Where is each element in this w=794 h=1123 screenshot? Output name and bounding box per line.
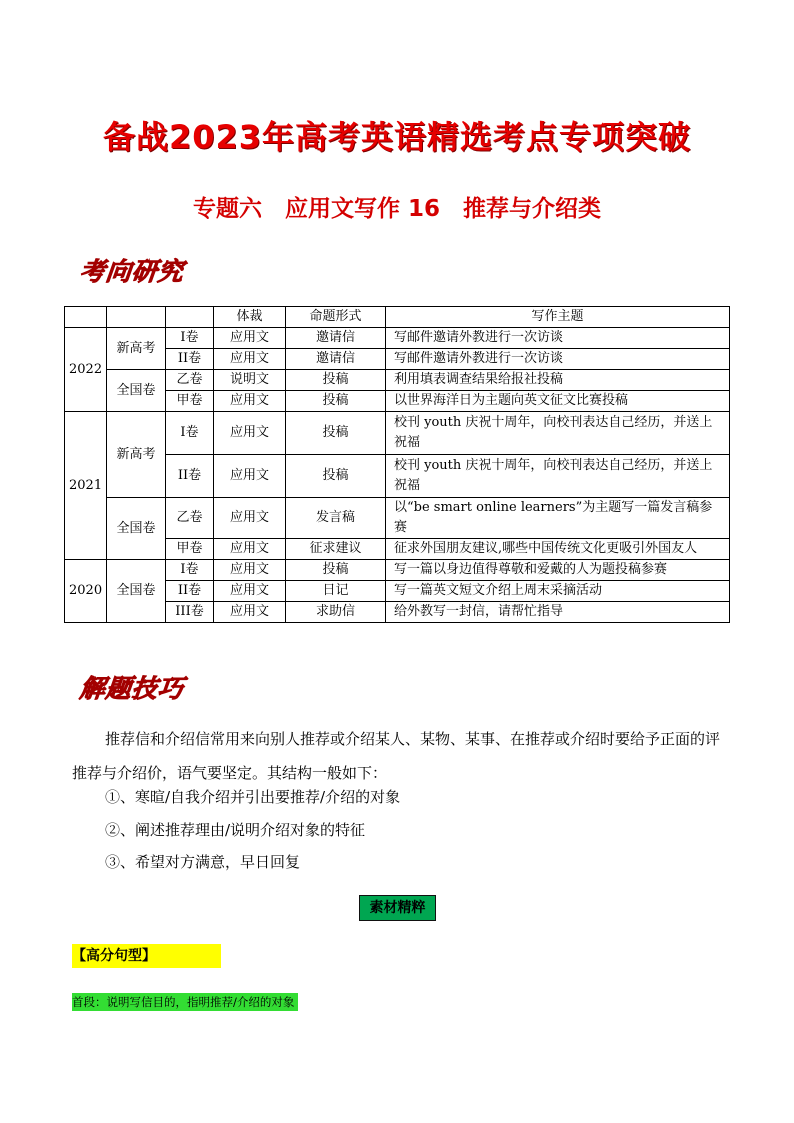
table-header-row — [65, 307, 730, 328]
format-cell: 投稿 — [286, 455, 386, 498]
sub-title: 专题六 应用文写作 16 推荐与介绍类 — [192, 196, 601, 222]
section-heading-research: 考向研究 — [78, 257, 186, 286]
topic-cell: 征求外国朋友建议,哪些中国传统文化更吸引外国友人 — [386, 539, 730, 560]
format-cell: 发言稿 — [286, 498, 386, 539]
topic-cell: 校刊 youth 庆祝十周年，向校刊表达自己经历，并送上祝福 — [386, 455, 730, 498]
genre-cell: 应用文 — [214, 498, 286, 539]
table-row — [65, 412, 730, 455]
topic-cell: 以“be smart online learners”为主题写一篇发言稿参赛 — [386, 498, 730, 539]
paper-cell: II卷 — [166, 349, 214, 370]
section-heading-techniques: 解题技巧 — [78, 674, 186, 703]
genre-cell: 应用文 — [214, 539, 286, 560]
main-title: 备战2023年高考英语精选考点专项突破 — [102, 118, 692, 156]
topic-cell: 写邮件邀请外教进行一次访谈 — [386, 349, 730, 370]
paper-cell: 甲卷 — [166, 391, 214, 412]
year-cell: 2021 — [65, 412, 107, 560]
topic-cell: 以世界海洋日为主题向英文征文比赛投稿 — [386, 391, 730, 412]
format-cell: 日记 — [286, 581, 386, 602]
topic-cell: 写一篇英文短文介绍上周末采摘活动 — [386, 581, 730, 602]
header-cell — [166, 307, 214, 328]
paper-cell: 甲卷 — [166, 539, 214, 560]
structure-step-1: ①、寒暄/自我介绍并引出要推荐/介绍的对象 — [105, 788, 401, 806]
topic-cell: 给外教写一封信，请帮忙指导 — [386, 602, 730, 623]
header-topic: 写作主题 — [386, 307, 730, 328]
format-cell: 邀请信 — [286, 328, 386, 349]
format-cell: 投稿 — [286, 560, 386, 581]
format-cell: 投稿 — [286, 412, 386, 455]
genre-cell: 应用文 — [214, 560, 286, 581]
header-cell — [65, 307, 107, 328]
structure-step-2: ②、阐述推荐理由/说明介绍对象的特征 — [105, 821, 366, 839]
format-cell: 投稿 — [286, 370, 386, 391]
header-cell — [107, 307, 166, 328]
genre-cell: 应用文 — [214, 349, 286, 370]
structure-step-3: ③、希望对方满意，早日回复 — [105, 853, 301, 871]
exam-group-cell: 新高考 — [107, 328, 166, 370]
exam-topics-table — [64, 306, 730, 623]
format-cell: 投稿 — [286, 391, 386, 412]
paper-cell: 乙卷 — [166, 370, 214, 391]
exam-group-cell: 全国卷 — [107, 498, 166, 560]
table-row — [65, 370, 730, 391]
intro-paragraph: 推荐信和介绍信常用来向别人推荐或介绍某人、某物、某事、在推荐或介绍时要给予正面的评推荐与介绍价，语气要坚定。其结构一般如下： — [72, 730, 721, 782]
paper-cell: II卷 — [166, 455, 214, 498]
genre-cell: 应用文 — [214, 581, 286, 602]
topic-cell: 利用填表调查结果给报社投稿 — [386, 370, 730, 391]
paper-cell: 乙卷 — [166, 498, 214, 539]
topic-cell: 校刊 youth 庆祝十周年，向校刊表达自己经历，并送上祝福 — [386, 412, 730, 455]
paper-cell: II卷 — [166, 581, 214, 602]
format-cell: 征求建议 — [286, 539, 386, 560]
high-score-sentences-label: 【高分句型】 — [72, 944, 221, 968]
topic-cell: 写邮件邀请外教进行一次访谈 — [386, 328, 730, 349]
genre-cell: 应用文 — [214, 328, 286, 349]
paper-cell: I卷 — [166, 412, 214, 455]
year-cell: 2022 — [65, 328, 107, 412]
exam-group-cell: 全国卷 — [107, 370, 166, 412]
genre-cell: 应用文 — [214, 412, 286, 455]
paper-cell: I卷 — [166, 560, 214, 581]
genre-cell: 应用文 — [214, 602, 286, 623]
paper-cell: III卷 — [166, 602, 214, 623]
genre-cell: 说明文 — [214, 370, 286, 391]
table-row — [65, 560, 730, 581]
genre-cell: 应用文 — [214, 391, 286, 412]
year-cell: 2020 — [65, 560, 107, 623]
table-row — [65, 328, 730, 349]
paper-cell: I卷 — [166, 328, 214, 349]
topic-cell: 写一篇以身边值得尊敬和爱戴的人为题投稿参赛 — [386, 560, 730, 581]
format-cell: 邀请信 — [286, 349, 386, 370]
material-label: 素材精粹 — [359, 895, 436, 921]
first-paragraph-label: 首段：说明写信目的，指明推荐/介绍的对象 — [72, 993, 298, 1011]
genre-cell: 应用文 — [214, 455, 286, 498]
exam-group-cell: 全国卷 — [107, 560, 166, 623]
header-format: 命题形式 — [286, 307, 386, 328]
exam-group-cell: 新高考 — [107, 412, 166, 498]
table-row — [65, 498, 730, 539]
header-genre: 体裁 — [214, 307, 286, 328]
format-cell: 求助信 — [286, 602, 386, 623]
